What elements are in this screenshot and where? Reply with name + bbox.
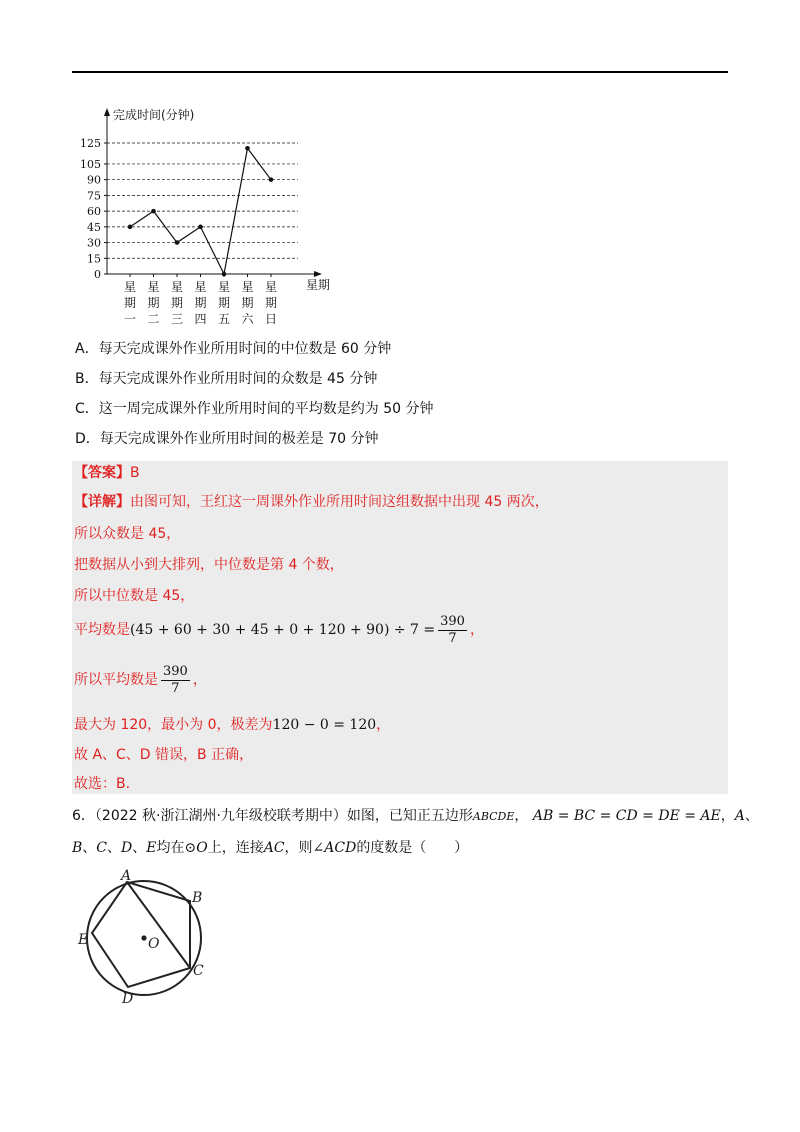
point-d: D (121, 840, 133, 856)
x-tick-label: 日 (264, 312, 278, 326)
pentagon-name: ABCDE (472, 810, 515, 823)
segment-ac: AC (263, 840, 285, 856)
y-tick-label: 75 (87, 189, 101, 203)
x-axis-title: 星期 (306, 278, 331, 292)
separator: 、 (82, 840, 97, 856)
y-tick-label: 45 (87, 220, 101, 234)
comma: ， (514, 808, 529, 824)
x-tick-label: 五 (217, 312, 231, 326)
answer-line (74, 463, 140, 483)
x-tick-label: 期 (147, 296, 160, 310)
x-tick-label: 期 (241, 296, 254, 310)
separator: 、 (132, 840, 147, 856)
data-point (269, 177, 274, 182)
y-tick-label: 90 (87, 173, 101, 187)
pentagon (92, 882, 190, 987)
range-suffix: ， (376, 717, 391, 733)
top-rule (72, 71, 728, 73)
pentagon-figure (74, 866, 224, 1006)
x-tick-label: 期 (217, 296, 231, 310)
question-text-5: 的度数是（ ） (356, 840, 469, 856)
x-tick-label: 二 (147, 312, 160, 326)
y-tick-label: 60 (87, 205, 101, 219)
y-tick-label: 15 (87, 252, 101, 266)
option-c: C．这一周完成课外作业所用时间的平均数是约为 50 分钟 (75, 401, 434, 417)
mode-line: 所以众数是 45， (74, 526, 181, 542)
label-o: O (148, 936, 160, 952)
median-line: 所以中位数是 45， (74, 588, 195, 604)
detail-text: 由图可知，王红这一周课外作业所用时间这组数据中出现 45 两次， (130, 494, 549, 510)
choice-line: 故选：B. (74, 776, 131, 792)
question-source: （2022 秋·浙江湖州·九年级校联考期中） (94, 808, 347, 824)
y-tick-label: 0 (94, 268, 101, 281)
detail-tag: 【详解】 (74, 494, 130, 510)
comma: ， (720, 808, 735, 824)
average-result-fraction (161, 664, 190, 697)
x-tick-label: 星 (241, 280, 254, 294)
label-d: D (122, 991, 134, 1006)
x-tick-label: 期 (170, 296, 184, 310)
question-text-3: 上，连接 (207, 840, 264, 856)
fraction-numerator: 390 (440, 613, 465, 629)
detail-line (74, 492, 549, 512)
average-result-line (74, 663, 207, 697)
x-tick-label: 星 (147, 280, 160, 294)
point-a: A (734, 808, 745, 824)
x-tick-label: 期 (123, 296, 137, 310)
sort-line: 把数据从小到大排列，中位数是第 4 个数， (74, 557, 344, 573)
label-a: A (121, 868, 132, 884)
average-result-suffix: ， (192, 672, 207, 688)
answer-box (72, 461, 728, 794)
average-prefix: 平均数是 (74, 622, 130, 638)
label-c: C (193, 963, 204, 979)
y-tick-label: 105 (80, 157, 101, 171)
option-b: B．每天完成课外作业所用时间的众数是 45 分钟 (75, 371, 378, 387)
average-expression: (45 + 60 + 30 + 45 + 0 + 120 + 90) ÷ 7 = (130, 622, 436, 638)
question-number: 6． (72, 808, 95, 824)
range-line (74, 715, 390, 735)
fraction-denominator: 7 (448, 630, 457, 646)
x-tick-label: 六 (241, 312, 254, 326)
x-tick-label: 星 (194, 280, 207, 294)
result-denominator: 7 (171, 680, 180, 696)
x-tick-label: 三 (170, 312, 184, 326)
question-text-2: 均在 (156, 840, 185, 856)
question-6-line-1 (72, 806, 759, 838)
answer-tag: 【答案】 (74, 465, 130, 481)
x-axis-arrow (314, 271, 322, 277)
x-tick-label: 星 (217, 280, 231, 294)
label-e: E (78, 932, 89, 948)
x-tick-label: 星 (264, 280, 278, 294)
separator: 、 (107, 840, 122, 856)
conclusion-line: 故 A、C、D 错误，B 正确， (74, 747, 254, 763)
option-d: D．每天完成课外作业所用时间的极差是 70 分钟 (75, 431, 379, 447)
result-numerator: 390 (163, 663, 188, 679)
data-point (128, 225, 133, 230)
y-tick-label: 125 (80, 137, 101, 150)
average-fraction (438, 614, 467, 647)
equal-sides-expression: AB = BC = CD = DE = AE (532, 808, 721, 824)
x-tick-label: 一 (123, 312, 137, 326)
pentagon-svg (74, 866, 224, 1006)
point-c: C (96, 840, 108, 856)
answer-value: B (130, 465, 140, 481)
x-tick-label: 期 (194, 296, 207, 310)
data-point (151, 209, 156, 214)
data-point (222, 272, 227, 277)
x-tick-label: 星 (123, 280, 137, 294)
x-tick-label: 期 (264, 296, 278, 310)
point-b: B (72, 840, 83, 856)
range-expression: 120 − 0 = 120 (272, 717, 377, 733)
average-line (74, 613, 484, 647)
answer-options (75, 338, 735, 458)
center-point (141, 935, 146, 940)
average-result-prefix: 所以平均数是 (74, 672, 158, 688)
x-tick-label: 四 (194, 312, 207, 326)
average-suffix: ， (469, 622, 484, 638)
line-chart (78, 98, 348, 328)
y-axis-arrow (104, 108, 110, 116)
separator: 、 (744, 808, 759, 824)
question-text-4: ，则 (284, 840, 313, 856)
chart-svg (78, 98, 348, 328)
question-text-1: 如图，已知正五边形 (346, 808, 473, 824)
point-e: E (146, 840, 157, 856)
y-tick-label: 30 (87, 236, 101, 250)
data-point (175, 240, 180, 245)
y-axis-title: 完成时间(分钟) (113, 108, 195, 122)
circle-o: ⊙O (184, 840, 208, 856)
angle-acd: ∠ACD (312, 840, 357, 856)
question-6 (72, 806, 759, 870)
x-tick-label: 星 (170, 280, 184, 294)
data-point (245, 146, 250, 151)
range-prefix: 最大为 120，最小为 0，极差为 (74, 717, 273, 733)
option-a: A．每天完成课外作业所用时间的中位数是 60 分钟 (75, 341, 392, 357)
data-point (198, 225, 203, 230)
label-b: B (192, 890, 203, 906)
